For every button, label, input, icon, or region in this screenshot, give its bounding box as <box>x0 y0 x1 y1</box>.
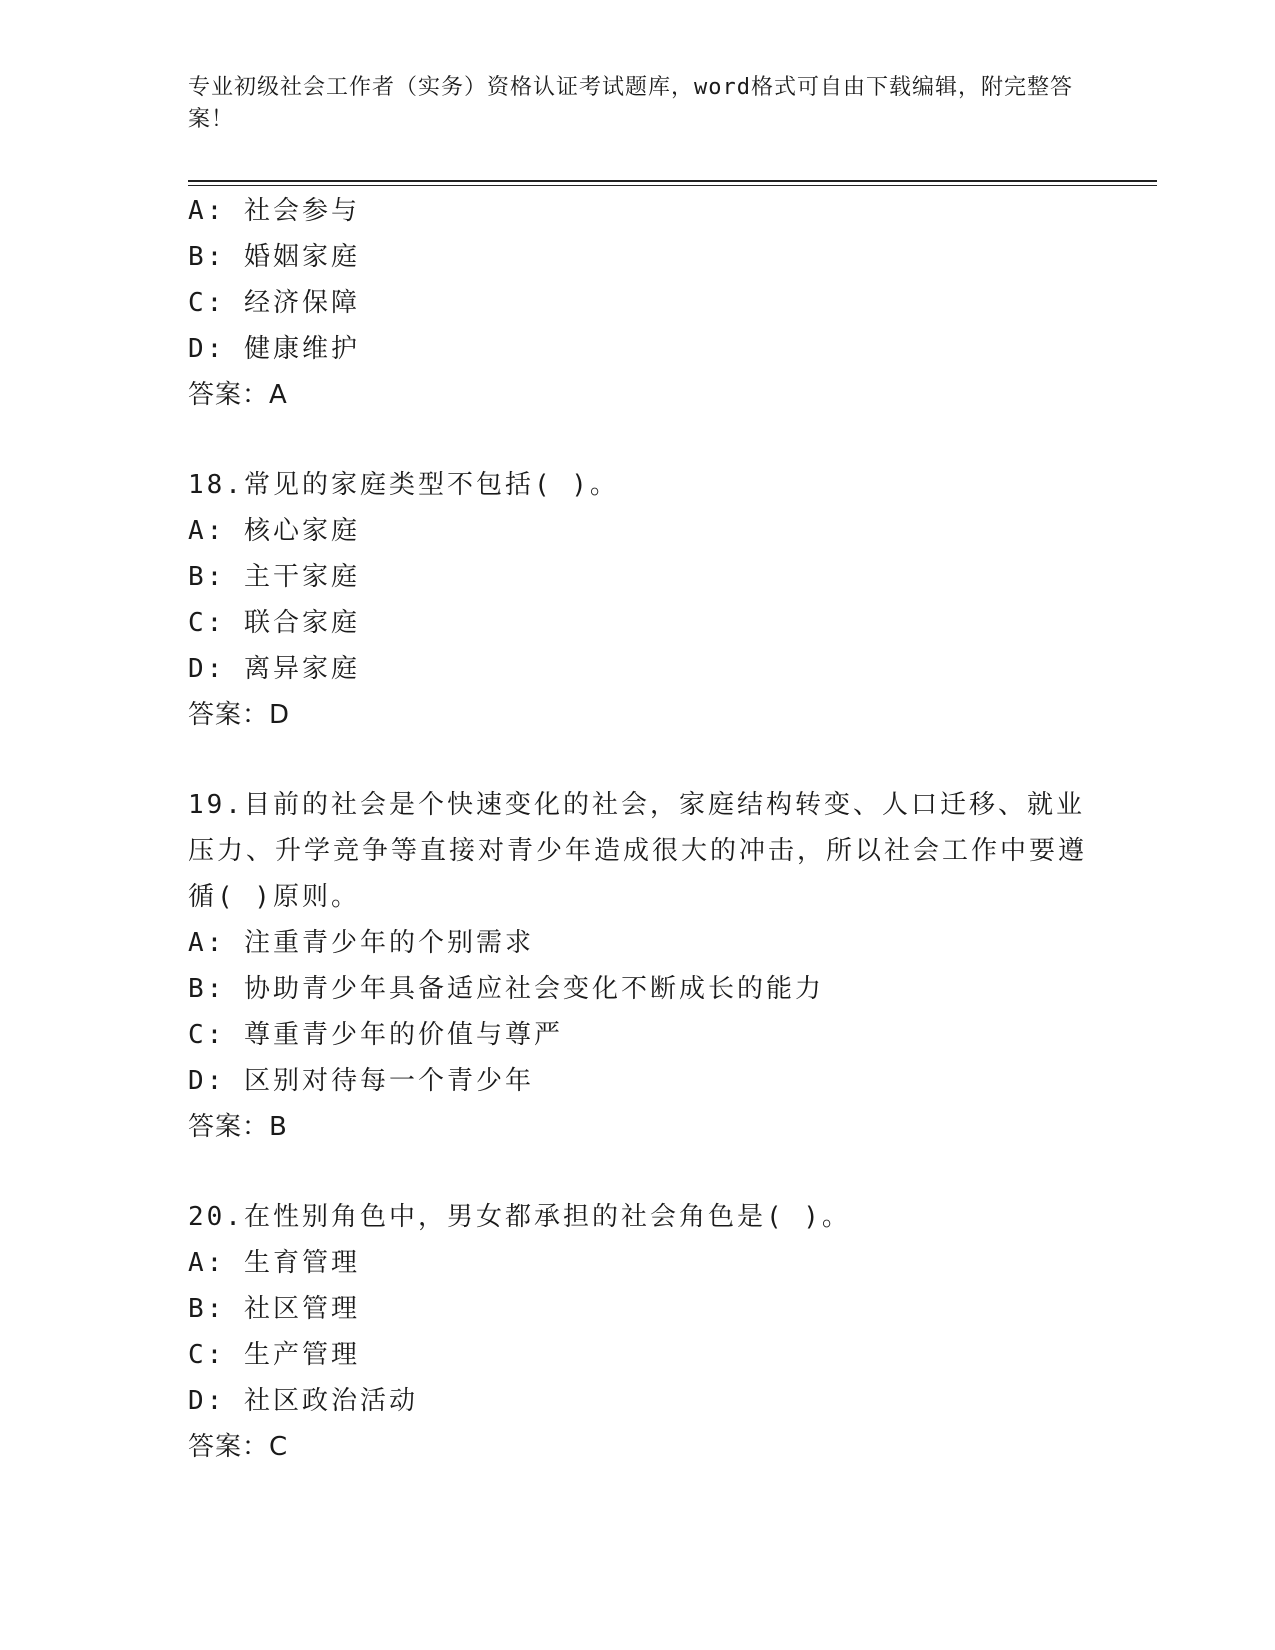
answer-line: 答案：B <box>188 1112 288 1142</box>
option-b: B: 协助青少年具备适应社会变化不断成长的能力 <box>188 974 824 1004</box>
header-divider-thick <box>188 180 1157 182</box>
option-c: C: 经济保障 <box>188 288 360 318</box>
option-d: D: 健康维护 <box>188 334 360 364</box>
answer-line: 答案：A <box>188 380 288 410</box>
answer-line: 答案：C <box>188 1432 289 1462</box>
option-d: D: 社区政治活动 <box>188 1386 418 1416</box>
previous-question-block <box>188 188 1088 418</box>
option-b: B: 主干家庭 <box>188 562 360 592</box>
option-a: A: 核心家庭 <box>188 516 360 546</box>
option-b: B: 婚姻家庭 <box>188 242 360 272</box>
header-title: 专业初级社会工作者（实务）资格认证考试题库，word格式可自由下载编辑，附完整答案！ <box>188 75 1073 132</box>
question-18 <box>188 462 1088 738</box>
header-divider-thin <box>188 185 1157 186</box>
document-body <box>188 188 1088 1470</box>
option-d: D: 离异家庭 <box>188 654 360 684</box>
option-c: C: 生产管理 <box>188 1340 360 1370</box>
question-19 <box>188 782 1088 1150</box>
option-d: D: 区别对待每一个青少年 <box>188 1066 534 1096</box>
option-b: B: 社区管理 <box>188 1294 360 1324</box>
question-text: 19.目前的社会是个快速变化的社会，家庭结构转变、人口迁移、就业压力、升学竞争等直接对青少年造成很大的冲击，所以社会工作中要遵循( )原则。 <box>188 790 1088 912</box>
option-a: A: 注重青少年的个别需求 <box>188 928 534 958</box>
option-a: A: 生育管理 <box>188 1248 360 1278</box>
answer-line: 答案：D <box>188 700 291 730</box>
document-header <box>188 72 1088 136</box>
question-text: 18.常见的家庭类型不包括( )。 <box>188 470 619 500</box>
option-c: C: 尊重青少年的价值与尊严 <box>188 1020 563 1050</box>
question-text: 20.在性别角色中，男女都承担的社会角色是( )。 <box>188 1202 851 1232</box>
option-a: A: 社会参与 <box>188 196 360 226</box>
option-c: C: 联合家庭 <box>188 608 360 638</box>
question-20 <box>188 1194 1088 1470</box>
